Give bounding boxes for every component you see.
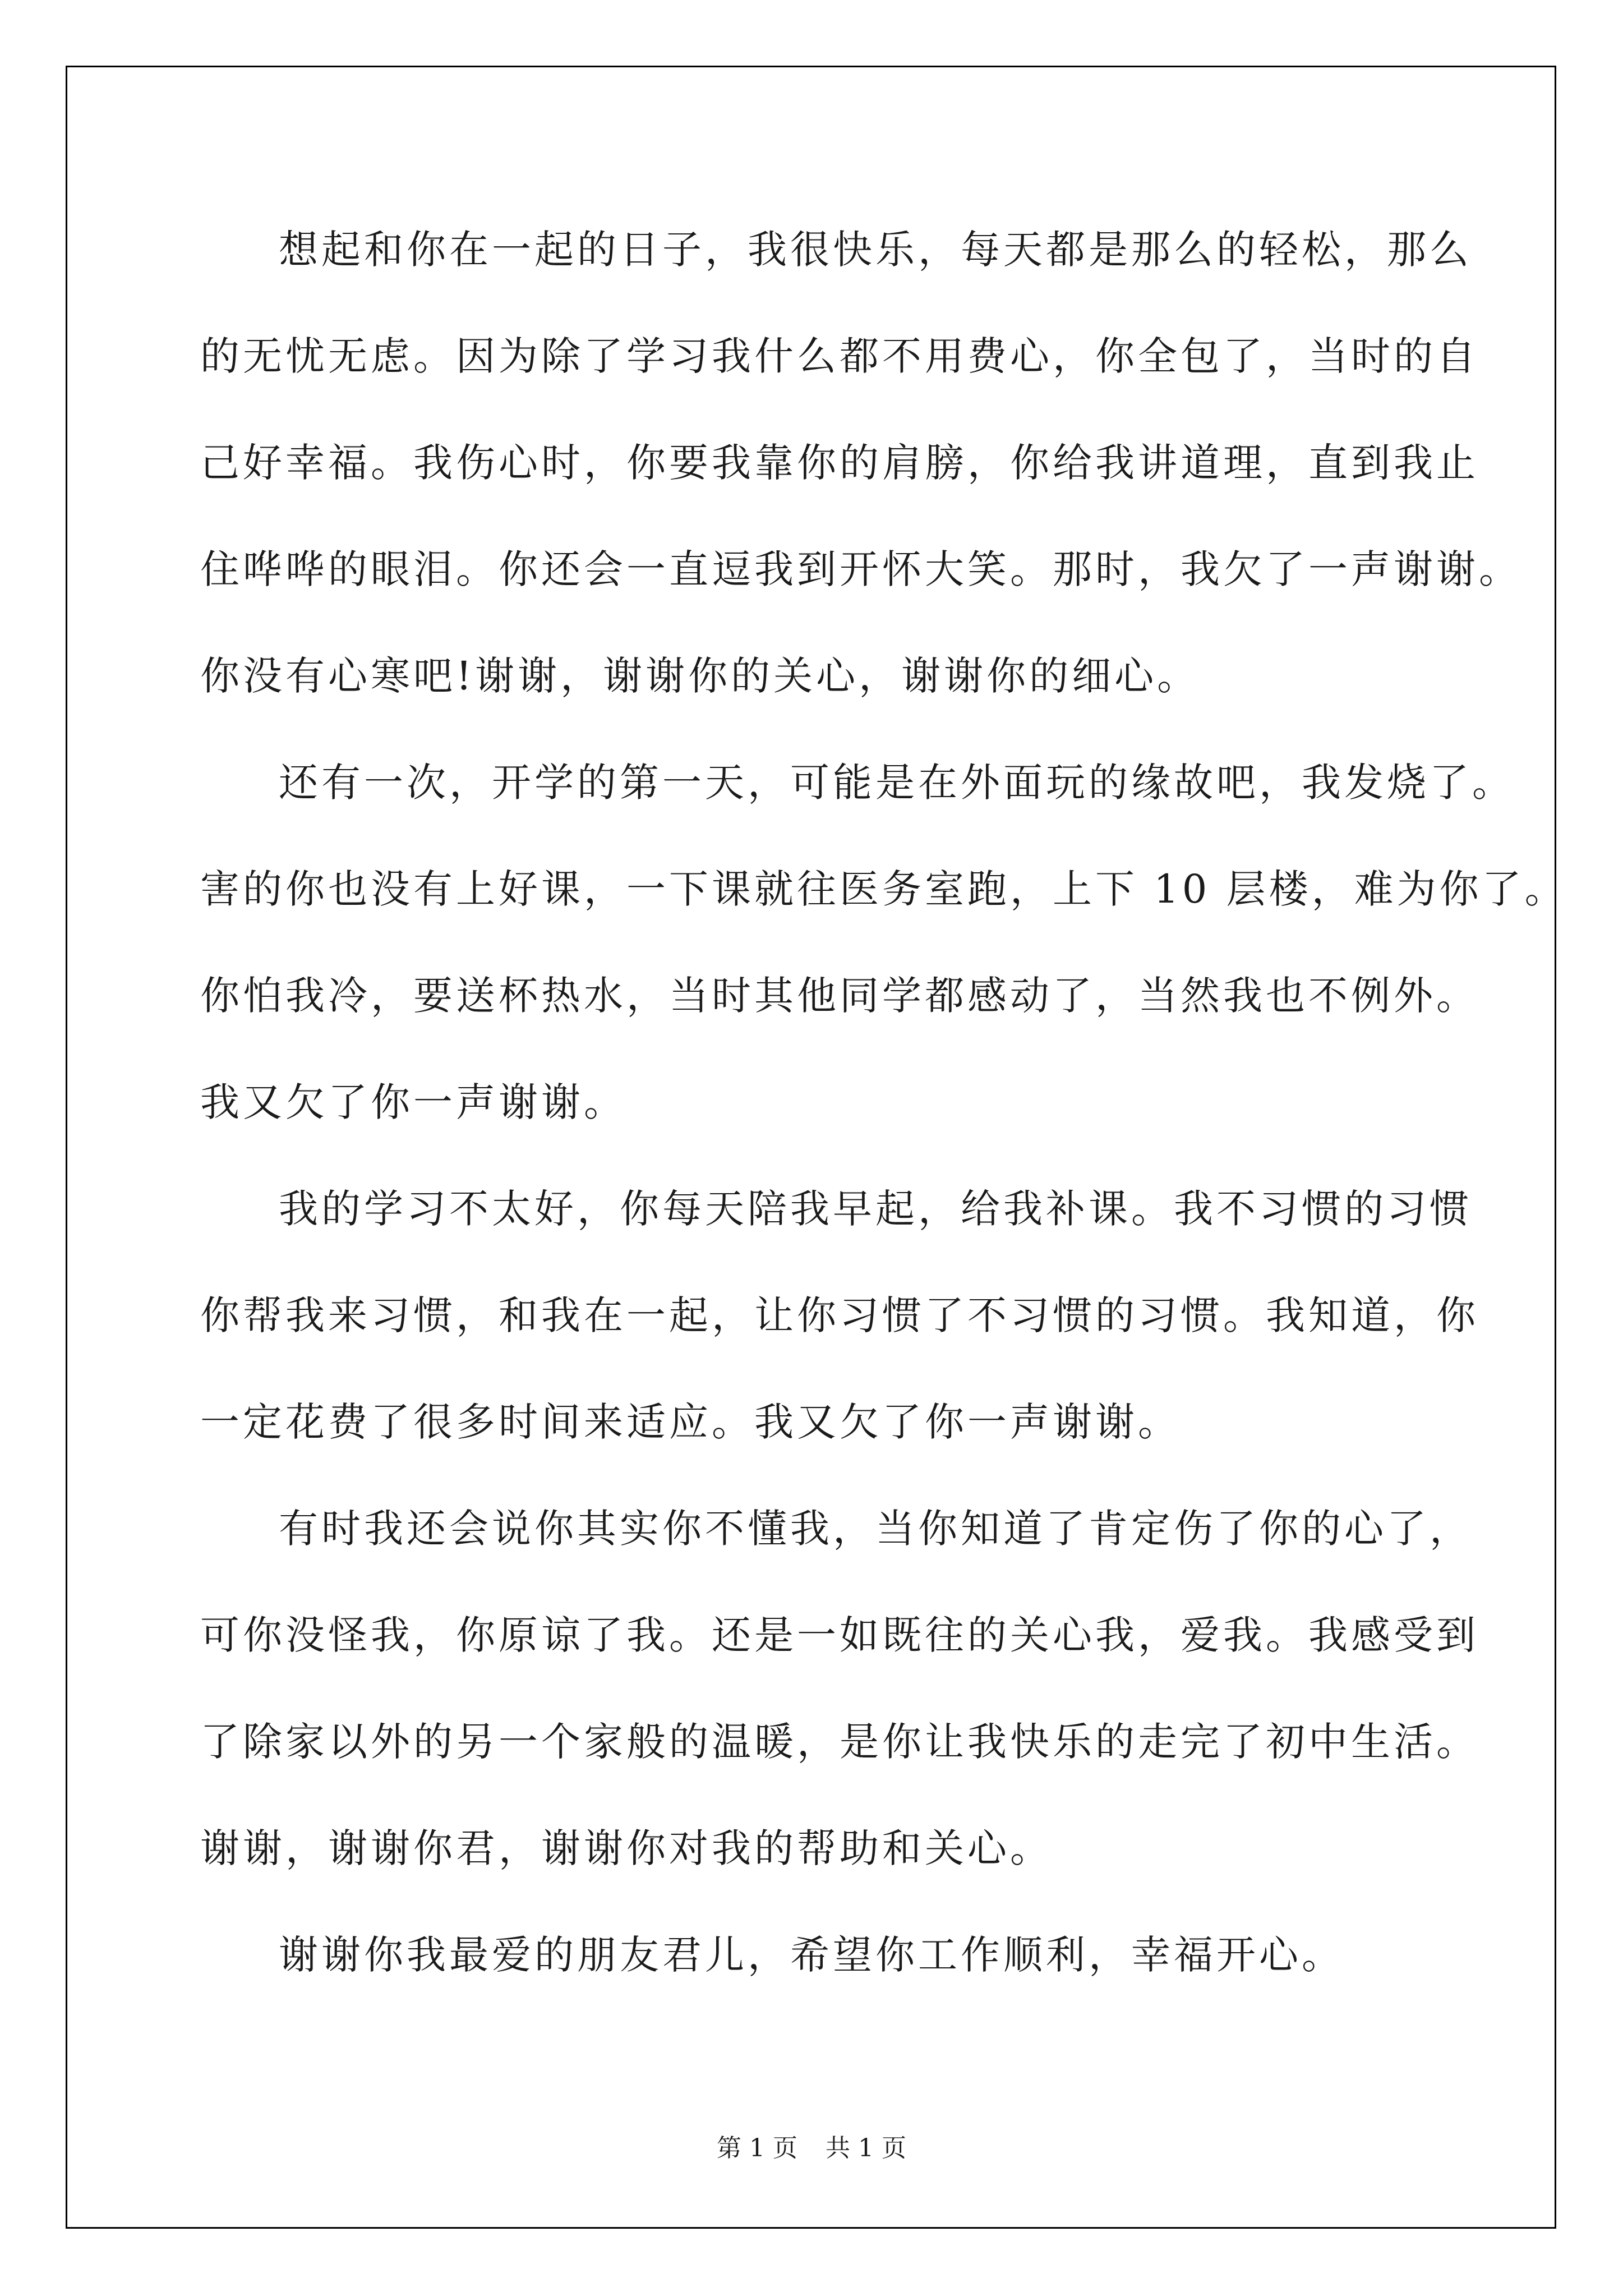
text-line: 想起和你在一起的日子，我很快乐，每天都是那么的轻松，那么 <box>279 227 1472 273</box>
text-line: 你怕我冷，要送杯热水，当时其他同学都感动了，当然我也不例外。 <box>200 973 1479 1019</box>
text-line: 还有一次，开学的第一天，可能是在外面玩的缘故吧，我发烧了。 <box>279 760 1515 806</box>
text-line: 你帮我来习惯，和我在一起，让你习惯了不习惯的习惯。我知道，你 <box>200 1292 1479 1338</box>
text-line: 有时我还会说你其实你不懂我，当你知道了肯定伤了你的心了， <box>279 1506 1472 1552</box>
text-line: 谢谢，谢谢你君，谢谢你对我的帮助和关心。 <box>200 1825 1053 1871</box>
text-line: 害的你也没有上好课，一下课就往医务室跑，上下 10 层楼，难为你了。 <box>200 866 1567 912</box>
page-number: 第 1 页 <box>717 2134 797 2162</box>
document-body <box>200 219 1567 2031</box>
page-total: 共 1 页 <box>826 2134 906 2162</box>
text-line: 谢谢你我最爱的朋友君儿，希望你工作顺利，幸福开心。 <box>279 1932 1344 1978</box>
text-line: 我的学习不太好，你每天陪我早起，给我补课。我不习惯的习惯 <box>279 1186 1472 1232</box>
text-line: 可你没怪我，你原谅了我。还是一如既往的关心我，爱我。我感受到 <box>200 1612 1479 1658</box>
text-line: 了除家以外的另一个家般的温暖，是你让我快乐的走完了初中生活。 <box>200 1719 1479 1765</box>
text-line: 己好幸福。我伤心时，你要我靠你的肩膀，你给我讲道理，直到我止 <box>200 440 1479 486</box>
text-line: 你没有心寒吧!谢谢，谢谢你的关心，谢谢你的细心。 <box>200 653 1200 699</box>
text-line: 的无忧无虑。因为除了学习我什么都不用费心，你全包了，当时的自 <box>200 333 1479 379</box>
text-line: 我又欠了你一声谢谢。 <box>200 1079 626 1125</box>
text-line: 一定花费了很多时间来适应。我又欠了你一声谢谢。 <box>200 1399 1181 1445</box>
text-line: 住哗哗的眼泪。你还会一直逗我到开怀大笑。那时，我欠了一声谢谢。 <box>200 546 1521 592</box>
page-footer <box>0 2132 1623 2165</box>
